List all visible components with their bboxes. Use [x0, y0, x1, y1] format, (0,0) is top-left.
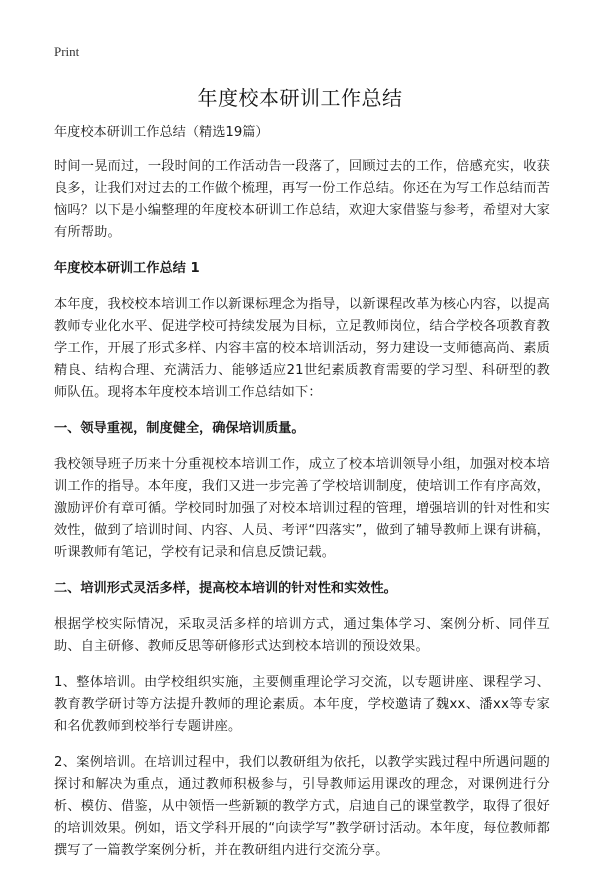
- section-1-heading: 一、领导重视，制度健全，确保培训质量。: [54, 421, 305, 436]
- document-title: 年度校本研训工作总结: [197, 86, 403, 110]
- part-1-paragraph: 本年度，我校校本培训工作以新课标理念为指导，以新课程改革为核心内容，以提高教师专业化水平、促进学校可持续发展为目标，立足教师岗位，结合学校各项教育教学工作，开展了形式多样、内容丰富的校本培训活动，努力建设一支师德高尚、素质精良、结构合理、充满活力、能够适应21世纪素质教育需要的学习型、科研型的教师队伍。现将本年度校本培训工作总结如下：: [54, 297, 550, 400]
- section-2-paragraph: 根据学校实际情况，采取灵活多样的培训方式，通过集体学习、案例分析、同伴互助、自主研修、教师反思等研修形式达到校本培训的预设效果。: [54, 617, 550, 654]
- list-item-case-training: 2、案例培训。在培训过程中，我们以教研组为依托，以教学实践过程中所遇问题的探讨和解决为重点，通过教师积极参与，引导教师运用课改的理念，对课例进行分析、模仿、借鉴，从中领悟一些新颖的教学方式，启迪自己的课堂教学，取得了很好的培训效果。例如，语文学科开展的“向读学写”教学研讨活动。本年度，每位教师都撰写了一篇教学案例分析，并在教研组内进行交流分享。: [54, 755, 551, 858]
- list-item-whole-training: 1、整体培训。由学校组织实施，主要侧重理论学习交流，以专题讲座、课程学习、教育教学研讨等方法提升教师的理论素质。本年度，学校邀请了魏xx、潘xx等专家和名优教师到校举行专题讲座。: [54, 675, 550, 734]
- part-1-heading: 年度校本研训工作总结 1: [54, 261, 200, 276]
- document-subtitle: 年度校本研训工作总结（精选19篇）: [54, 125, 269, 140]
- section-2-heading: 二、培训形式灵活多样，提高校本培训的针对性和实效性。: [54, 581, 397, 596]
- document-body: [54, 122, 550, 876]
- section-1-paragraph: 我校领导班子历来十分重视校本培训工作，成立了校本培训领导小组，加强对校本培训工作的指导。本年度，我们又进一步完善了学校培训制度，使培训工作有序高效，激励评价有章可循。学校同时加强了对校本培训过程的管理，增强培训的针对性和实效性，做到了培训时间、内容、人员、考评“四落实”，做到了辅导教师上课有讲稿，听课教师有笔记，学校有记录和信息反馈记载。: [54, 457, 551, 560]
- intro-paragraph: 时间一晃而过，一段时间的工作活动告一段落了，回顾过去的工作，倍感充实，收获良多，让我们对过去的工作做个梳理，再写一份工作总结。你还在为写工作总结而苦恼吗？以下是小编整理的年度校本研训工作总结，欢迎大家借鉴与参考，希望对大家有所帮助。: [54, 159, 550, 240]
- print-link[interactable]: Print: [54, 44, 80, 59]
